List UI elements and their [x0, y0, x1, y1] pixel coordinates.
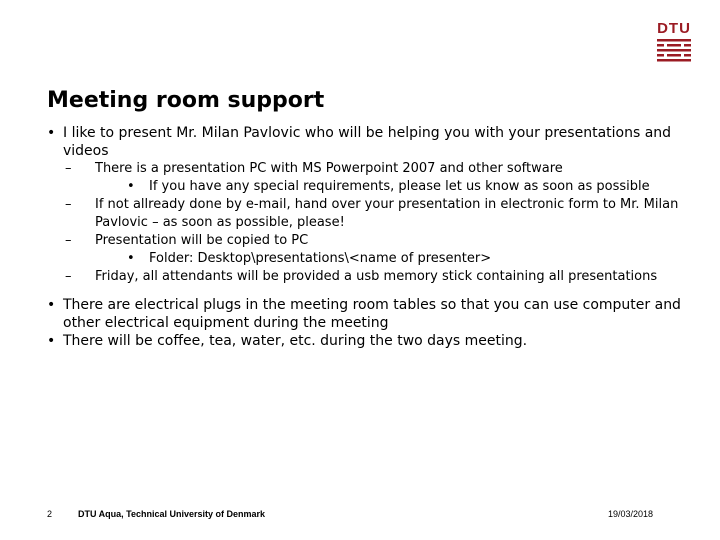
bullet-text: If not allready done by e-mail, hand over your presentation in electronic form to Mr. Milan Pavlovic – as soon as possible, please! [95, 197, 679, 230]
bullet-marker: • [47, 125, 56, 141]
bullet-text: Folder: Desktop\presentations\<name of presenter> [149, 251, 492, 266]
subbullet-copied-to-pc [47, 232, 687, 250]
bullet-text: Friday, all attendants will be provided a usb memory stick containing all presentations [95, 269, 658, 284]
bullet-electrical-plugs [47, 296, 687, 332]
dtu-logo [657, 20, 691, 66]
subsubbullet-folder [47, 250, 687, 268]
page-number: 2 [47, 509, 53, 519]
dash-marker: – [65, 161, 72, 176]
bullet-marker: • [127, 251, 135, 266]
dash-marker: – [65, 197, 72, 212]
subbullet-hand-over [47, 196, 687, 232]
bullet-marker: • [47, 333, 56, 349]
bullet-presenter-intro [47, 124, 687, 160]
bullet-text: Presentation will be copied to PC [95, 233, 309, 248]
dtu-logo-icon [657, 39, 691, 63]
slide-body [47, 124, 687, 350]
subbullet-usb-stick [47, 268, 687, 286]
bullet-text: I like to present Mr. Milan Pavlovic who will be helping you with your presentations and videos [63, 125, 672, 159]
dash-marker: – [65, 233, 72, 248]
bullet-marker: • [127, 179, 135, 194]
subbullet-presentation-pc [47, 160, 687, 178]
bullet-marker: • [47, 297, 56, 313]
subsubbullet-special-requirements [47, 178, 687, 196]
footer-date: 19/03/2018 [608, 509, 654, 519]
bullet-text: If you have any special requirements, please let us know as soon as possible [149, 179, 650, 194]
footer-organization: DTU Aqua, Technical University of Denmark [78, 509, 266, 519]
dtu-logo-text: DTU [657, 20, 691, 37]
bullet-text: There will be coffee, tea, water, etc. during the two days meeting. [63, 333, 528, 349]
bullet-text: There are electrical plugs in the meeting room tables so that you can use computer and other electrical equipment during the meeting [63, 297, 681, 331]
slide-title: Meeting room support [47, 88, 325, 113]
dash-marker: – [65, 269, 72, 284]
bullet-refreshments [47, 332, 687, 350]
bullet-text: There is a presentation PC with MS Powerpoint 2007 and other software [95, 161, 563, 176]
